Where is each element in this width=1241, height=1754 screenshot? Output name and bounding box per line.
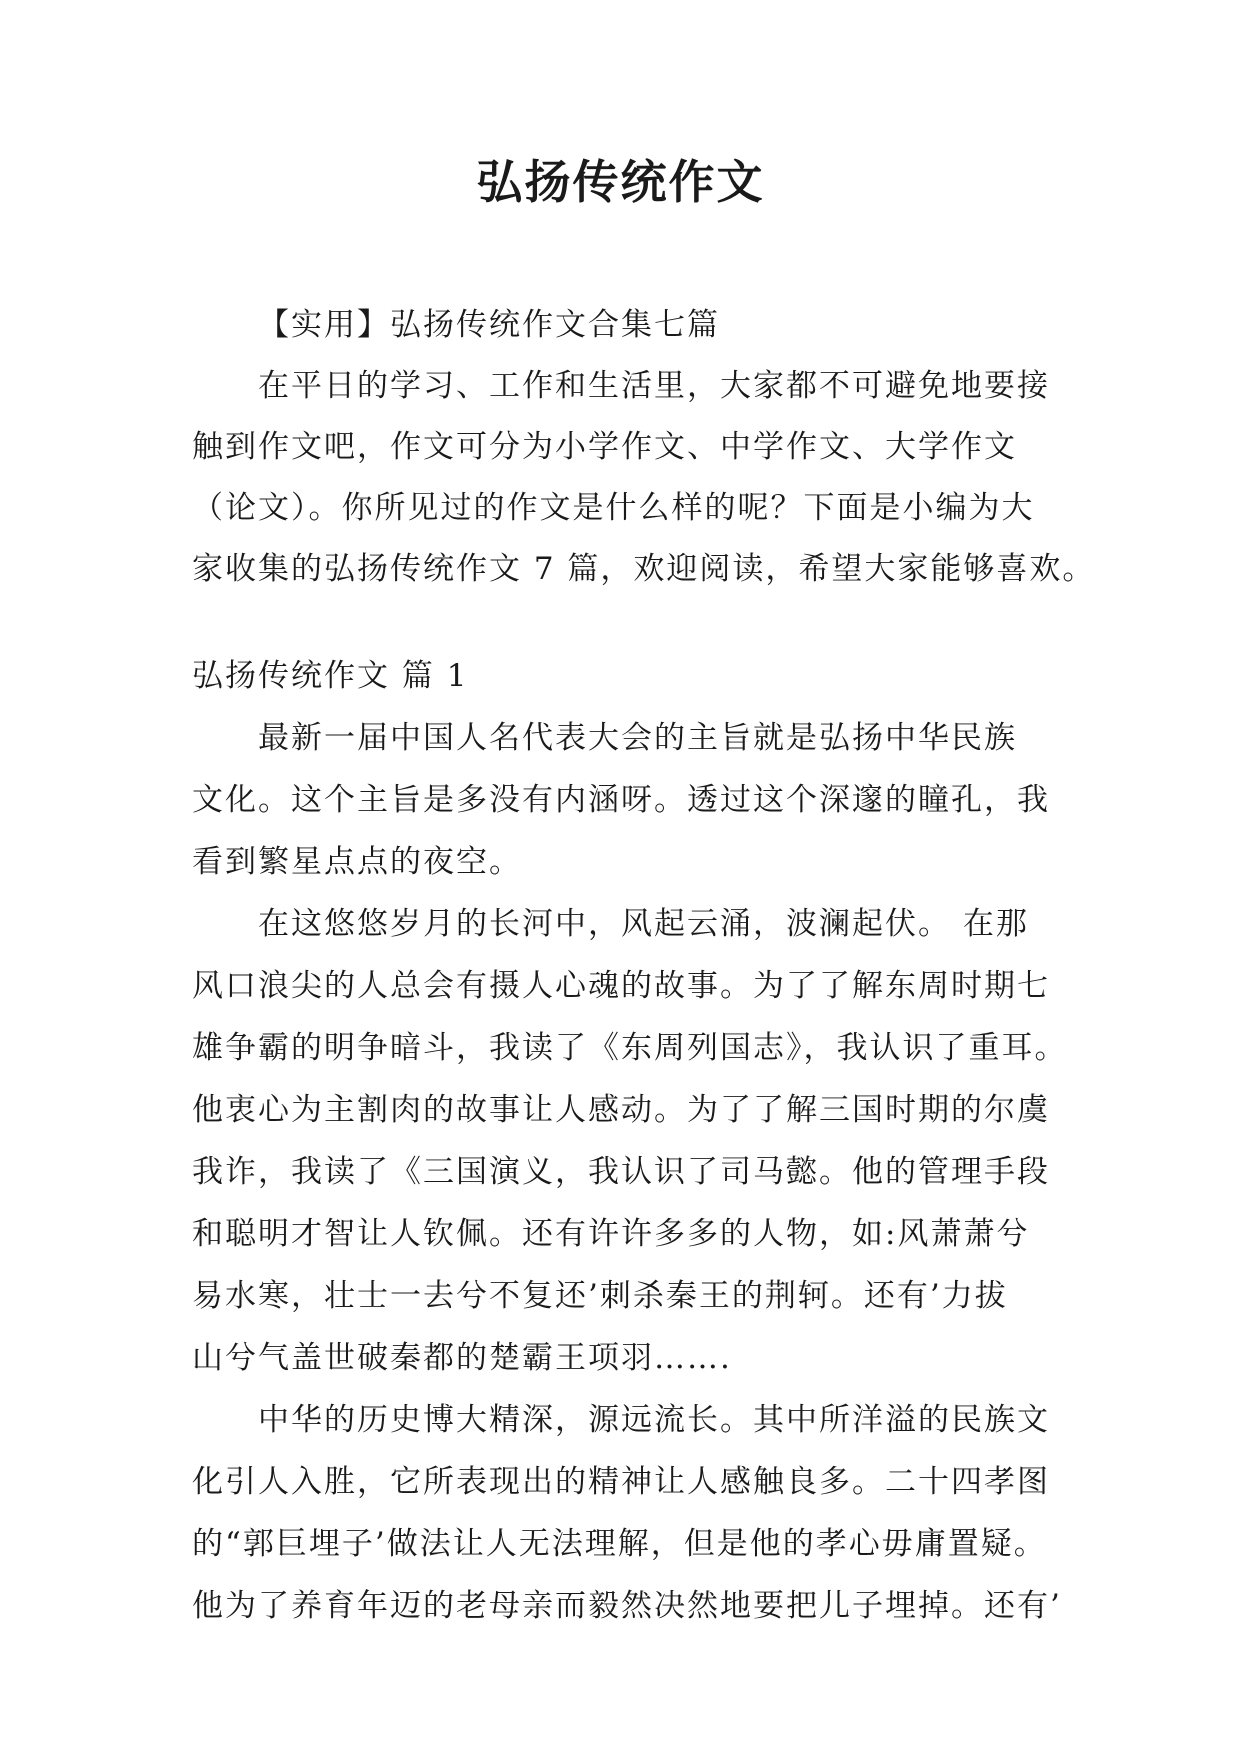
intro-line: （论文）。你所见过的作文是什么样的呢？下面是小编为大: [192, 490, 1035, 526]
paragraph-line: 化引人入胜，它所表现出的精神让人感触良多。二十四孝图: [192, 1464, 1050, 1500]
paragraph-line: 山兮气盖世破秦都的楚霸王项羽…….: [192, 1340, 732, 1376]
paragraph-line: 在这悠悠岁月的长河中，风起云涌，波澜起伏。 在那: [258, 906, 1029, 942]
paragraph-line: 他衷心为主割肉的故事让人感动。为了了解三国时期的尔虞: [192, 1092, 1050, 1128]
essay-section-1: [192, 645, 1068, 1637]
section-heading: 弘扬传统作文 篇 1: [192, 658, 469, 694]
paragraph-line: 的“郭巨埋子’做法让人无法理解，但是他的孝心毋庸置疑。: [192, 1526, 1047, 1562]
paragraph-line: 雄争霸的明争暗斗，我读了《东周列国志》，我认识了重耳。: [192, 1030, 1068, 1066]
paragraph-line: 中华的历史博大精深，源远流长。其中所洋溢的民族文: [258, 1402, 1050, 1438]
paragraph-line: 风口浪尖的人总会有摄人心魂的故事。为了了解东周时期七: [192, 968, 1050, 1004]
paragraph-line: 最新一届中国人名代表大会的主旨就是弘扬中华民族: [258, 720, 1017, 756]
intro-subtitle: 【实用】弘扬传统作文合集七篇: [258, 307, 720, 343]
document-title: 弘扬传统作文: [476, 155, 765, 209]
paragraph-line: 文化。这个主旨是多没有内涵呀。透过这个深邃的瞳孔，我: [192, 782, 1050, 818]
intro-block: [192, 295, 1096, 600]
paragraph-line: 我诈，我读了《三国演义，我认识了司马懿。他的管理手段: [192, 1154, 1050, 1190]
paragraph-line: 他为了养育年迈的老母亲而毅然决然地要把儿子埋掉。还有’: [192, 1588, 1062, 1624]
paragraph-line: 易水寒，壮士一去兮不复还’刺杀秦王的荆轲。还有’力拔: [192, 1278, 1008, 1314]
intro-line: 在平日的学习、工作和生活里，大家都不可避免地要接: [258, 368, 1050, 404]
intro-line: 触到作文吧，作文可分为小学作文、中学作文、大学作文: [192, 429, 1017, 465]
paragraph-line: 看到繁星点点的夜空。: [192, 844, 522, 880]
paragraph-line: 和聪明才智让人钦佩。还有许许多多的人物，如:风萧萧兮: [192, 1216, 1030, 1252]
intro-line: 家收集的弘扬传统作文 7 篇，欢迎阅读，希望大家能够喜欢。: [192, 551, 1096, 587]
